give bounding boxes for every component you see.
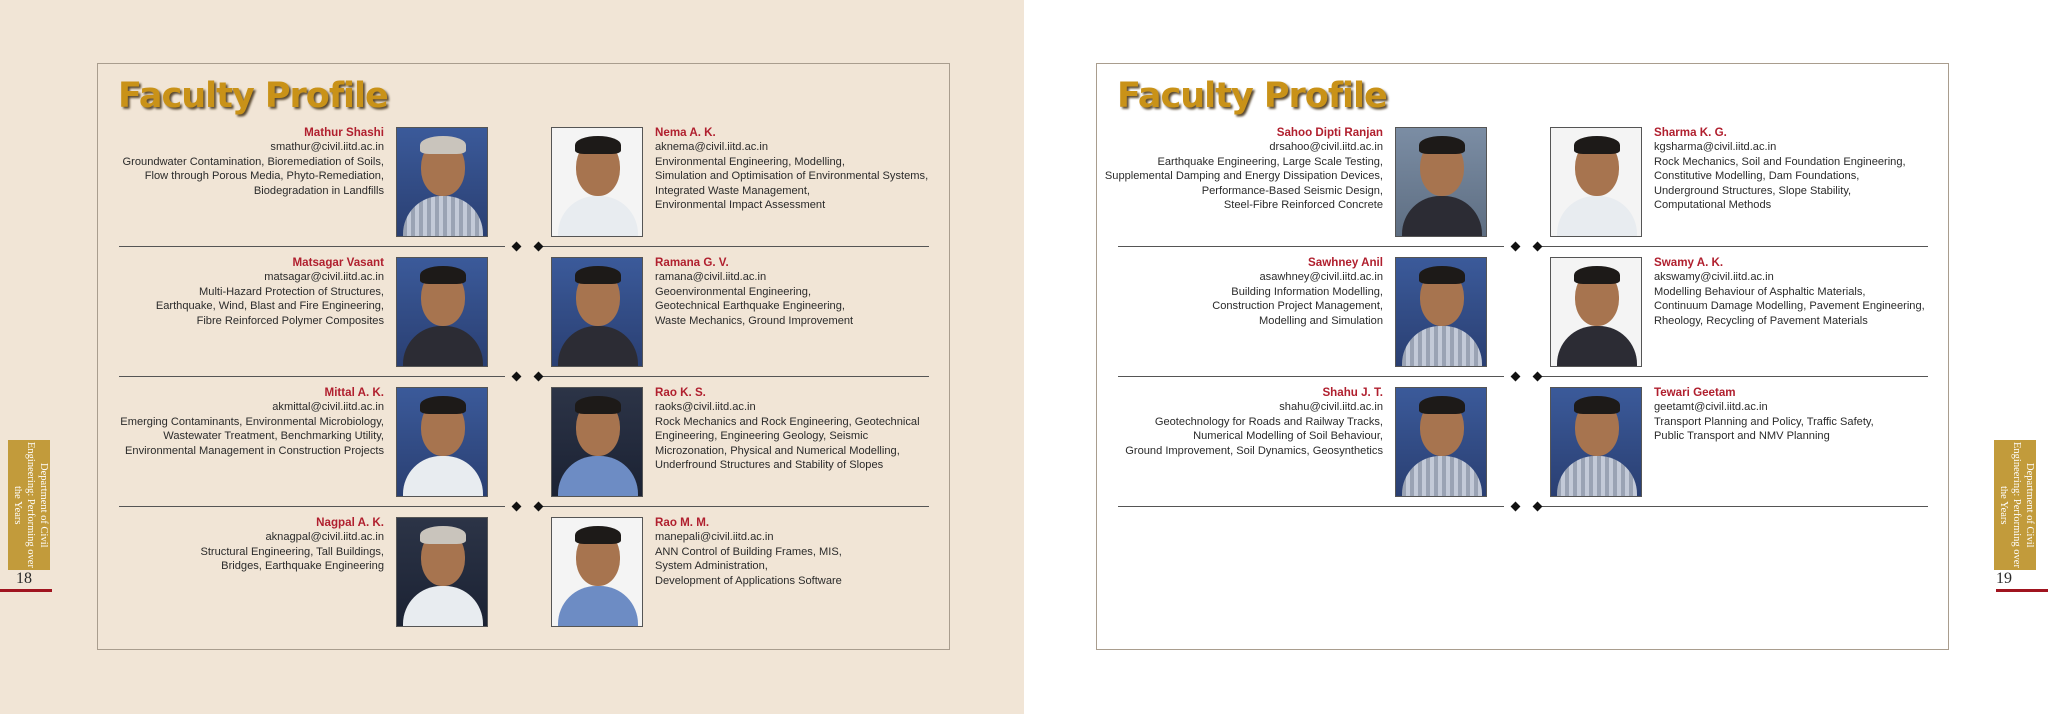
faculty-interest: Rock Mechanics and Rock Engineering, Geotechnical bbox=[655, 415, 920, 428]
faculty-text bbox=[1083, 126, 1383, 212]
faculty-name: Rao K. S. bbox=[655, 386, 706, 399]
faculty-email: smathur@civil.iitd.ac.in bbox=[270, 141, 384, 154]
faculty-interest: Flow through Porous Media, Phyto-Remediation, bbox=[144, 170, 384, 183]
faculty-card bbox=[96, 516, 488, 628]
faculty-photo bbox=[1550, 257, 1642, 367]
faculty-photo bbox=[551, 127, 643, 237]
right-page bbox=[1024, 0, 2048, 714]
faculty-card bbox=[96, 256, 488, 368]
faculty-photo bbox=[396, 127, 488, 237]
faculty-card bbox=[1550, 256, 1942, 368]
faculty-frame bbox=[1096, 63, 1949, 650]
faculty-text bbox=[1654, 126, 1954, 212]
faculty-email: asawhney@civil.iitd.ac.in bbox=[1259, 271, 1383, 284]
spine-text: Department of Civil Engineering: Performing over the Years bbox=[12, 442, 49, 568]
faculty-text bbox=[84, 516, 384, 574]
faculty-email: drsahoo@civil.iitd.ac.in bbox=[1269, 141, 1383, 154]
faculty-card bbox=[1095, 126, 1487, 238]
faculty-interest: Simulation and Optimisation of Environmental Systems, bbox=[655, 170, 929, 183]
faculty-text bbox=[655, 256, 955, 328]
faculty-card bbox=[1095, 386, 1487, 498]
divider-diamond bbox=[534, 372, 544, 382]
faculty-photo bbox=[1395, 127, 1487, 237]
faculty-email: shahu@civil.iitd.ac.in bbox=[1279, 401, 1383, 414]
faculty-card bbox=[551, 256, 943, 368]
faculty-card bbox=[1550, 126, 1942, 238]
faculty-text bbox=[1654, 386, 1954, 444]
faculty-email: akmittal@civil.iitd.ac.in bbox=[272, 401, 384, 414]
faculty-interest: Computational Methods bbox=[1654, 199, 1772, 212]
faculty-name: Shahu J. T. bbox=[1322, 386, 1383, 399]
row-divider bbox=[1542, 376, 1928, 377]
faculty-text bbox=[84, 386, 384, 458]
faculty-text bbox=[84, 256, 384, 328]
faculty-photo bbox=[1550, 127, 1642, 237]
page-number bbox=[0, 570, 52, 588]
faculty-interest: Wastewater Treatment, Benchmarking Utility, bbox=[163, 430, 384, 443]
faculty-interest: Biodegradation in Landfills bbox=[253, 184, 384, 197]
faculty-name: Rao M. M. bbox=[655, 516, 710, 529]
faculty-interest: Performance-Based Seismic Design, bbox=[1201, 184, 1383, 197]
faculty-card bbox=[96, 126, 488, 238]
faculty-email: kgsharma@civil.iitd.ac.in bbox=[1654, 141, 1777, 154]
faculty-photo bbox=[1550, 387, 1642, 497]
faculty-interest: Engineering, Engineering Geology, Seismic bbox=[655, 430, 869, 443]
faculty-interest: Modelling Behaviour of Asphaltic Materials, bbox=[1654, 285, 1866, 298]
faculty-photo bbox=[551, 517, 643, 627]
faculty-interest: Underfround Structures and Stability of Slopes bbox=[655, 459, 884, 472]
faculty-card bbox=[1550, 386, 1942, 498]
faculty-interest: System Administration, bbox=[655, 560, 768, 573]
faculty-card bbox=[1095, 256, 1487, 368]
faculty-name: Mittal A. K. bbox=[324, 386, 384, 399]
faculty-interest: Rheology, Recycling of Pavement Materials bbox=[1654, 314, 1868, 327]
page-number bbox=[1996, 570, 2048, 588]
row-divider bbox=[1118, 506, 1504, 507]
page-title: Faculty Profile bbox=[1117, 76, 1387, 116]
row-divider bbox=[1118, 376, 1504, 377]
row-divider bbox=[1542, 506, 1928, 507]
divider-diamond bbox=[512, 242, 522, 252]
divider-diamond bbox=[534, 242, 544, 252]
row-divider bbox=[119, 506, 505, 507]
faculty-interest: Modelling and Simulation bbox=[1259, 314, 1383, 327]
faculty-interest: Numerical Modelling of Soil Behaviour, bbox=[1193, 430, 1383, 443]
page-number-underline bbox=[0, 589, 52, 592]
row-divider bbox=[119, 246, 505, 247]
faculty-interest: Continuum Damage Modelling, Pavement Engineering, bbox=[1654, 300, 1925, 313]
faculty-interest: Underground Structures, Slope Stability, bbox=[1654, 184, 1852, 197]
faculty-photo bbox=[551, 257, 643, 367]
faculty-text bbox=[655, 386, 955, 472]
faculty-interest: Groundwater Contamination, Bioremediation of Soils, bbox=[122, 155, 384, 168]
faculty-email: aknema@civil.iitd.ac.in bbox=[655, 141, 768, 154]
faculty-frame bbox=[97, 63, 950, 650]
faculty-name: Sawhney Anil bbox=[1308, 256, 1383, 269]
faculty-name: Tewari Geetam bbox=[1654, 386, 1736, 399]
faculty-interest: Emerging Contaminants, Environmental Microbiology, bbox=[120, 415, 384, 428]
faculty-photo bbox=[1395, 257, 1487, 367]
page-number-text: 19 bbox=[1996, 570, 2012, 587]
page-number-underline bbox=[1996, 589, 2048, 592]
faculty-name: Sharma K. G. bbox=[1654, 126, 1727, 139]
faculty-interest: Bridges, Earthquake Engineering bbox=[221, 560, 384, 573]
faculty-email: manepali@civil.iitd.ac.in bbox=[655, 531, 774, 544]
faculty-interest: Transport Planning and Policy, Traffic Safety, bbox=[1654, 415, 1874, 428]
faculty-interest: Public Transport and NMV Planning bbox=[1654, 430, 1830, 443]
faculty-card bbox=[551, 516, 943, 628]
faculty-name: Swamy A. K. bbox=[1654, 256, 1724, 269]
faculty-email: raoks@civil.iitd.ac.in bbox=[655, 401, 756, 414]
faculty-interest: Geotechnology for Roads and Railway Tracks, bbox=[1154, 415, 1383, 428]
divider-diamond bbox=[512, 502, 522, 512]
faculty-interest: Environmental Impact Assessment bbox=[655, 199, 826, 212]
faculty-email: geetamt@civil.iitd.ac.in bbox=[1654, 401, 1768, 414]
faculty-text bbox=[84, 126, 384, 198]
faculty-interest: Building Information Modelling, bbox=[1231, 285, 1383, 298]
faculty-interest: Waste Mechanics, Ground Improvement bbox=[655, 314, 854, 327]
divider-diamond bbox=[1511, 502, 1521, 512]
divider-diamond bbox=[1533, 242, 1543, 252]
faculty-interest: Microzonation, Physical and Numerical Modelling, bbox=[655, 444, 900, 457]
faculty-interest: Rock Mechanics, Soil and Foundation Engineering, bbox=[1654, 155, 1906, 168]
faculty-interest: ANN Control of Building Frames, MIS, bbox=[655, 545, 842, 558]
faculty-card bbox=[551, 386, 943, 498]
faculty-text bbox=[655, 516, 955, 588]
faculty-photo bbox=[551, 387, 643, 497]
faculty-interest: Geoenvironmental Engineering, bbox=[655, 285, 812, 298]
divider-diamond bbox=[1511, 372, 1521, 382]
faculty-name: Nema A. K. bbox=[655, 126, 716, 139]
faculty-text bbox=[1654, 256, 1954, 328]
faculty-email: akswamy@civil.iitd.ac.in bbox=[1654, 271, 1774, 284]
row-divider bbox=[1118, 246, 1504, 247]
faculty-name: Ramana G. V. bbox=[655, 256, 729, 269]
faculty-name: Mathur Shashi bbox=[304, 126, 384, 139]
faculty-interest: Earthquake, Wind, Blast and Fire Engineering, bbox=[155, 300, 384, 313]
faculty-photo bbox=[1395, 387, 1487, 497]
row-divider bbox=[543, 376, 929, 377]
faculty-interest: Construction Project Management, bbox=[1212, 300, 1383, 313]
faculty-name: Nagpal A. K. bbox=[316, 516, 384, 529]
page-title: Faculty Profile bbox=[118, 76, 388, 116]
faculty-interest: Environmental Engineering, Modelling, bbox=[655, 155, 845, 168]
faculty-interest: Fibre Reinforced Polymer Composites bbox=[196, 314, 384, 327]
faculty-email: ramana@civil.iitd.ac.in bbox=[655, 271, 767, 284]
page-number-text: 18 bbox=[16, 570, 32, 587]
faculty-interest: Supplemental Damping and Energy Dissipation Devices, bbox=[1104, 170, 1383, 183]
faculty-photo bbox=[396, 517, 488, 627]
divider-diamond bbox=[1533, 502, 1543, 512]
spine-tab bbox=[0, 440, 50, 570]
faculty-photo bbox=[396, 387, 488, 497]
row-divider bbox=[119, 376, 505, 377]
row-divider bbox=[1542, 246, 1928, 247]
divider-diamond bbox=[1511, 242, 1521, 252]
faculty-interest: Ground Improvement, Soil Dynamics, Geosynthetics bbox=[1125, 444, 1383, 457]
faculty-interest: Geotechnical Earthquake Engineering, bbox=[655, 300, 845, 313]
row-divider bbox=[543, 506, 929, 507]
faculty-name: Sahoo Dipti Ranjan bbox=[1276, 126, 1383, 139]
spine-text: Department of Civil Engineering: Performing over the Years bbox=[1998, 442, 2035, 568]
row-divider bbox=[543, 246, 929, 247]
faculty-email: matsagar@civil.iitd.ac.in bbox=[264, 271, 384, 284]
divider-diamond bbox=[1533, 372, 1543, 382]
faculty-interest: Steel-Fibre Reinforced Concrete bbox=[1223, 199, 1383, 212]
faculty-card bbox=[96, 386, 488, 498]
faculty-interest: Earthquake Engineering, Large Scale Testing, bbox=[1157, 155, 1383, 168]
faculty-interest: Multi-Hazard Protection of Structures, bbox=[199, 285, 384, 298]
faculty-text bbox=[1083, 256, 1383, 328]
faculty-email: aknagpal@civil.iitd.ac.in bbox=[265, 531, 384, 544]
faculty-photo bbox=[396, 257, 488, 367]
faculty-text bbox=[655, 126, 955, 212]
faculty-card bbox=[551, 126, 943, 238]
faculty-interest: Integrated Waste Management, bbox=[655, 184, 810, 197]
faculty-interest: Constitutive Modelling, Dam Foundations, bbox=[1654, 170, 1860, 183]
divider-diamond bbox=[512, 372, 522, 382]
faculty-interest: Environmental Management in Construction Projects bbox=[125, 444, 384, 457]
faculty-text bbox=[1083, 386, 1383, 458]
faculty-interest: Development of Applications Software bbox=[655, 574, 842, 587]
faculty-interest: Structural Engineering, Tall Buildings, bbox=[200, 545, 384, 558]
faculty-name: Matsagar Vasant bbox=[292, 256, 384, 269]
divider-diamond bbox=[534, 502, 544, 512]
